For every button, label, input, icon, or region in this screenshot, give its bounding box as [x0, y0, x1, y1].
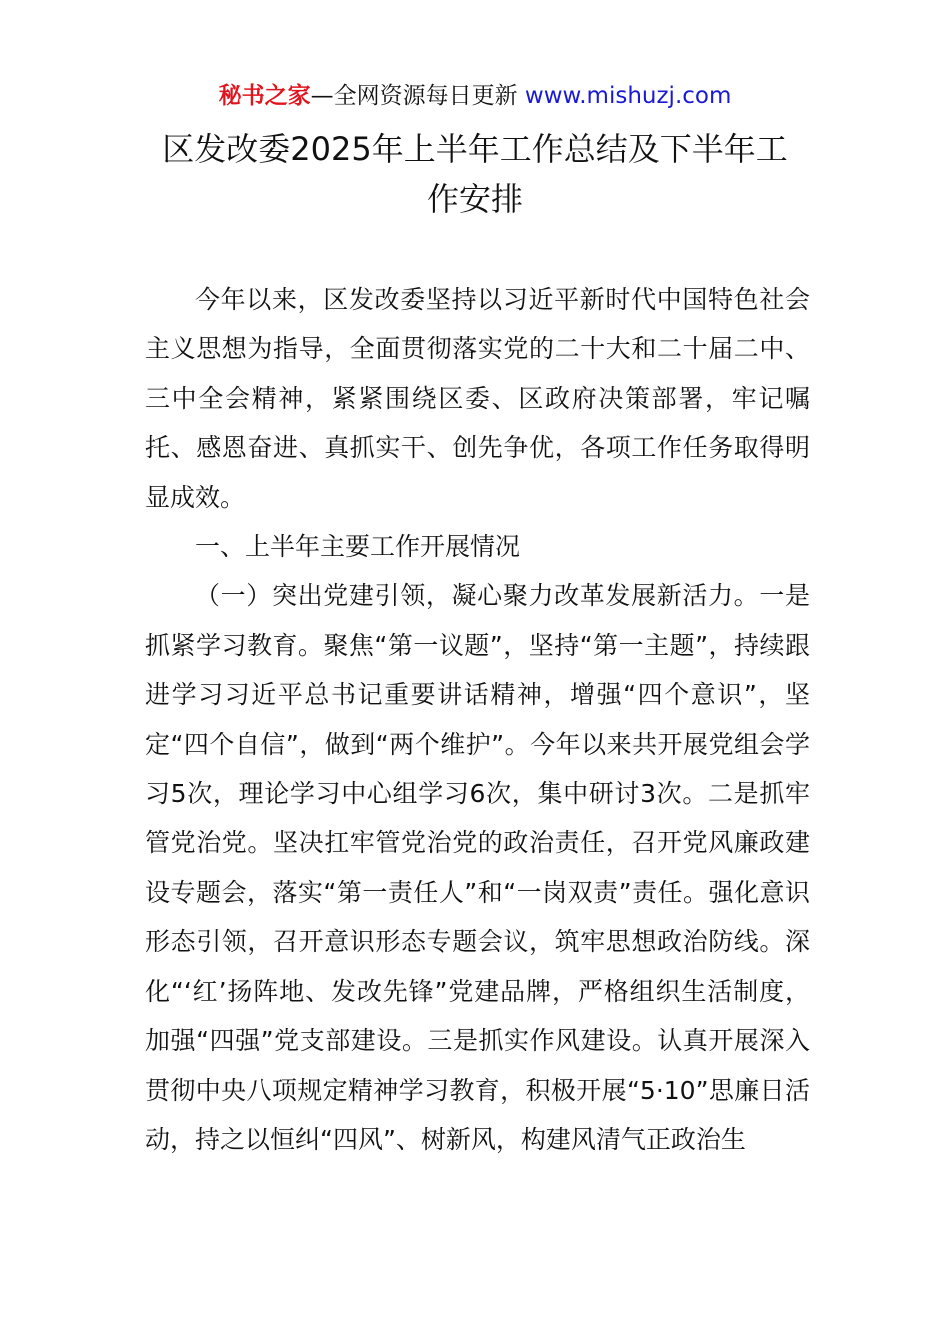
site-tagline: —全网资源每日更新: [310, 83, 525, 109]
document-title: 区发改委2025年上半年工作总结及下半年工作安排: [162, 130, 788, 218]
site-brand: 秘书之家: [218, 83, 311, 109]
body-paragraph: （一）突出党建引领，凝心聚力改革发展新活力。一是抓紧学习教育。聚焦“第一议题”，坚持“第一主题”，持续跟进学习习近平总书记重要讲话精神，增强“四个意识”，坚定“四个自信”，做到“两个维护”。今年以来共开展党组会学习5次，理论学习中心组学习6次，集中研讨3次。二是抓牢管党治党。坚决扛牢管党治党的政治责任，召开党风廉政建设专题会，落实“第一责任人”和“一岗双责”责任。强化意识形态引领，召开意识形态专题会议，筑牢思想政治防线。深化“‘红’扬阵地、发改先锋”党建品牌，严格组织生活制度，加强“四强”党支部建设。三是抓实作风建设。认真开展深入贯彻中央八项规定精神学习教育，积极开展“5·10”思廉日活动，持之以恒纠“四风”、树新风，构建风清气正政治生: [145, 581, 810, 1154]
site-url[interactable]: www.mishuzj.com: [524, 83, 732, 109]
section-heading: 一、上半年主要工作开展情况: [195, 532, 521, 562]
site-header: [0, 80, 950, 112]
document-body: [145, 275, 810, 1164]
intro-paragraph: 今年以来，区发改委坚持以习近平新时代中国特色社会主义思想为指导，全面贯彻落实党的二十大和二十届二中、三中全会精神，紧紧围绕区委、区政府决策部署，牢记嘱托、感恩奋进、真抓实干、创先争优，各项工作任务取得明显成效。: [145, 285, 810, 512]
